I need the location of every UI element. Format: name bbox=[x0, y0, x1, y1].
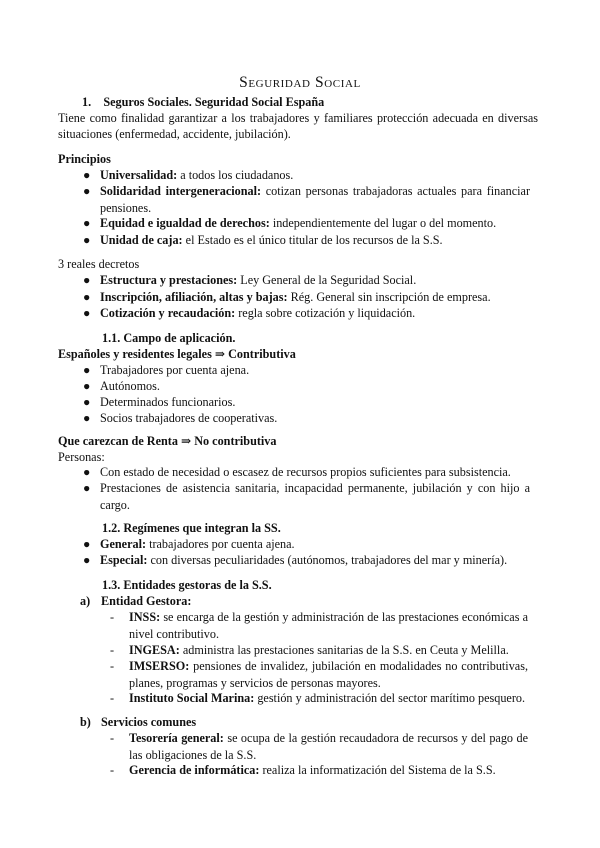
bullet-icon: ● bbox=[83, 184, 91, 198]
list-item: ● Determinados funcionarios. bbox=[83, 395, 236, 409]
list-item: ● General: trabajadores por cuenta ajena. bbox=[83, 537, 295, 551]
no-contributiva-heading: Que carezcan de Renta ⇒ No contributiva bbox=[58, 434, 277, 448]
servicios-comunes-heading: Servicios comunes bbox=[101, 715, 197, 729]
bullet-icon: ● bbox=[83, 379, 91, 393]
list-item: ● Trabajadores por cuenta ajena. bbox=[83, 363, 250, 377]
list-item: ● Cotización y recaudación: regla sobre cotización y liquidación. bbox=[83, 306, 416, 320]
bullet-icon: ● bbox=[83, 537, 91, 551]
page-title: Seguridad Social bbox=[239, 74, 361, 91]
list-item: ● Socios trabajadores de cooperativas. bbox=[83, 411, 278, 425]
entidad-gestora-heading: Entidad Gestora: bbox=[101, 594, 192, 608]
contributiva-heading: Españoles y residentes legales ⇒ Contributiva bbox=[58, 347, 296, 361]
list-item: - Tesorería general: se ocupa de la gestión recaudadora de recursos y del pago de las obligaciones de la S.S. bbox=[110, 731, 528, 762]
servicios-comunes-marker: b) bbox=[80, 715, 91, 729]
principios-heading: Principios bbox=[58, 152, 111, 166]
personas-label: Personas: bbox=[58, 450, 105, 464]
bullet-icon: ● bbox=[83, 168, 91, 182]
bullet-icon: ● bbox=[83, 465, 91, 479]
intro-paragraph: Tiene como finalidad garantizar a los trabajadores y familiares protección adecuada en diversas situaciones (enfermedad, accidente, jubilación). bbox=[58, 111, 538, 141]
list-item: ● Universalidad: a todos los ciudadanos. bbox=[83, 168, 294, 182]
bullet-icon: ● bbox=[83, 411, 91, 425]
list-item: ● Con estado de necesidad o escasez de recursos propios suficientes para subsistencia. bbox=[83, 465, 511, 479]
bullet-icon: ● bbox=[83, 306, 91, 320]
list-item: - Instituto Social Marina: gestión y administración del sector marítimo pesquero. bbox=[110, 691, 526, 705]
list-item: ● Solidaridad intergeneracional: cotizan personas trabajadoras actuales para financiar pensiones. bbox=[83, 184, 531, 215]
dash-icon: - bbox=[110, 763, 115, 777]
list-item: ● Autónomos. bbox=[83, 379, 160, 393]
dash-icon: - bbox=[110, 691, 115, 705]
list-item: - INGESA: administra las prestaciones sanitarias de la S.S. en Ceuta y Melilla. bbox=[110, 643, 509, 657]
list-item: ● Especial: con diversas peculiaridades (autónomos, trabajadores del mar y minería). bbox=[83, 553, 508, 567]
entidad-gestora-marker: a) bbox=[80, 594, 91, 608]
subsection-heading-1-3: 1.3. Entidades gestoras de la S.S. bbox=[102, 578, 272, 592]
bullet-icon: ● bbox=[83, 233, 91, 247]
subsection-heading-1-1: 1.1. Campo de aplicación. bbox=[102, 331, 236, 345]
list-item: - Gerencia de informática: realiza la informatización del Sistema de la S.S. bbox=[110, 763, 496, 777]
section-heading-1: 1. Seguros Sociales. Seguridad Social España bbox=[82, 95, 325, 109]
subsection-heading-1-2: 1.2. Regímenes que integran la SS. bbox=[102, 521, 281, 535]
dash-icon: - bbox=[110, 731, 115, 745]
list-item: - IMSERSO: pensiones de invalidez, jubilación en modalidades no contributivas, planes, programas y servicios de personas mayores. bbox=[110, 659, 528, 690]
dash-icon: - bbox=[110, 610, 115, 624]
bullet-icon: ● bbox=[83, 481, 91, 495]
bullet-icon: ● bbox=[83, 395, 91, 409]
bullet-icon: ● bbox=[83, 216, 91, 230]
bullet-icon: ● bbox=[83, 363, 91, 377]
dash-icon: - bbox=[110, 659, 115, 673]
bullet-icon: ● bbox=[83, 290, 91, 304]
decretos-heading: 3 reales decretos bbox=[58, 257, 140, 271]
list-item: ● Unidad de caja: el Estado es el único titular de los recursos de la S.S. bbox=[83, 233, 443, 247]
dash-icon: - bbox=[110, 643, 115, 657]
list-item: ● Estructura y prestaciones: Ley General de la Seguridad Social. bbox=[83, 273, 417, 287]
bullet-icon: ● bbox=[83, 553, 91, 567]
list-item: - INSS: se encarga de la gestión y administración de las prestaciones económicas a nivel contributivo. bbox=[110, 610, 528, 641]
list-item: ● Inscripción, afiliación, altas y bajas: Rég. General sin inscripción de empresa. bbox=[83, 290, 491, 304]
bullet-icon: ● bbox=[83, 273, 91, 287]
list-item: ● Prestaciones de asistencia sanitaria, incapacidad permanente, jubilación y con hijo a cargo. bbox=[83, 481, 530, 512]
list-item: ● Equidad e igualdad de derechos: independientemente del lugar o del momento. bbox=[83, 216, 497, 230]
